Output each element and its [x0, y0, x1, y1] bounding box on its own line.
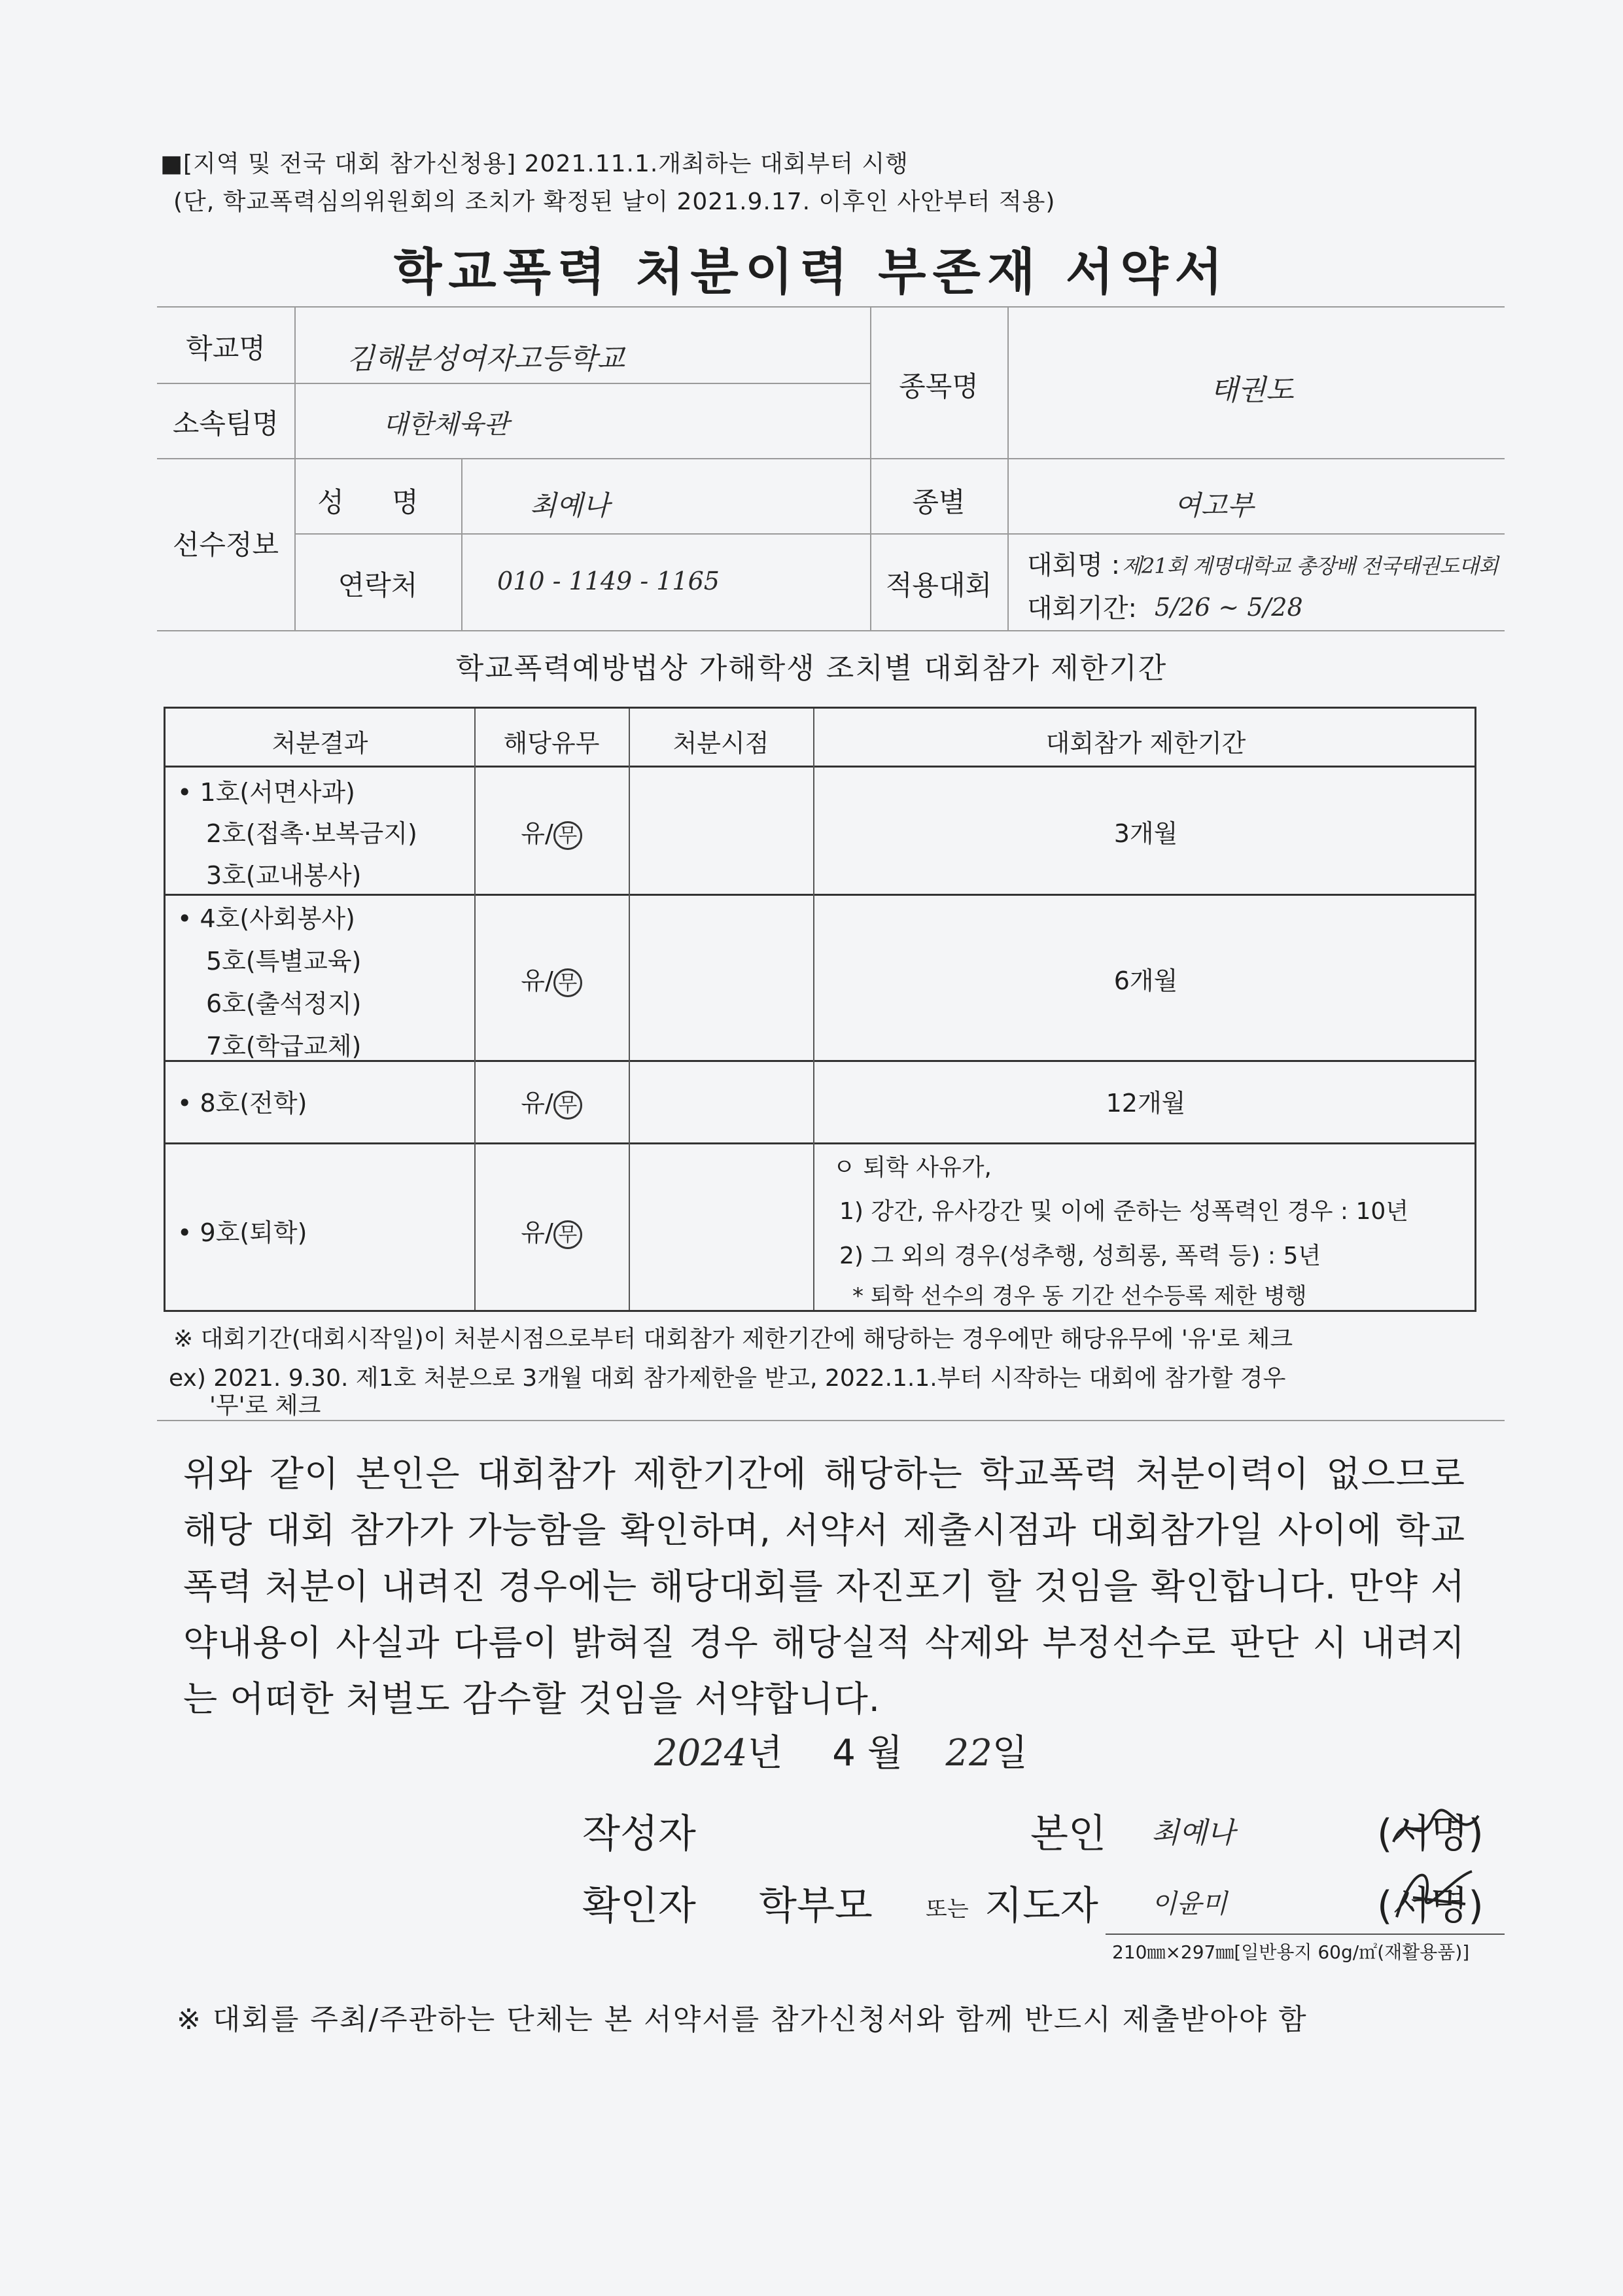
player-info-label: 선수정보 [172, 529, 279, 561]
name-label: 성 명 [317, 486, 438, 518]
row1-item-3: 3호(교내봉사) [206, 861, 362, 890]
sign-label-1: (서명) [1377, 1811, 1484, 1857]
team-label: 소속팀명 [172, 408, 279, 440]
team-value: 대한체육관 [383, 410, 510, 440]
signature-scribble-1 [1387, 1803, 1485, 1855]
sport-label: 종목명 [899, 370, 979, 402]
sign-label-2: (서명) [1377, 1883, 1484, 1929]
category-value: 여고부 [1174, 489, 1254, 521]
date-line: 2024년 4 월 22일 [654, 1732, 1028, 1775]
event-label: 적용대회 [885, 569, 992, 601]
self-name: 최예나 [1151, 1816, 1235, 1850]
row1-check: 유/ 무 [474, 813, 629, 850]
footnote-1: ※ 대회기간(대회시작일)이 처분시점으로부터 대회참가 제한기간에 해당하는 경우에만 해당유무에 '유'로 체크 [173, 1326, 1293, 1352]
school-label: 학교명 [186, 332, 266, 364]
header-applicable: 해당유무 [503, 729, 600, 758]
row2-item-2: 5호(특별교육) [206, 947, 362, 976]
row2-limit: 6개월 [1113, 966, 1178, 995]
row4-limit-2: 1) 강간, 유사강간 및 이에 준하는 성폭력인 경우 : 10년 [839, 1198, 1409, 1225]
row3-item-1: • 8호(전학) [177, 1089, 307, 1118]
row4-limit-3: 2) 그 외의 경우(성추행, 성희롱, 폭력 등) : 5년 [839, 1243, 1321, 1269]
page-title: 학교폭력 처분이력 부존재 서약서 [393, 243, 1230, 301]
row3-check: 유/ 무 [474, 1083, 629, 1120]
row4-limit-1: ㅇ 퇴학 사유가, [833, 1154, 992, 1181]
row4-limit-4: * 퇴학 선수의 경우 동 기간 선수등록 제한 병행 [852, 1283, 1307, 1309]
writer-label: 작성자 [582, 1811, 696, 1857]
notice-line-1: ■[지역 및 전국 대회 참가신청용] 2021.11.1.개최하는 대회부터 시행 [160, 150, 909, 177]
contact-value: 010 - 1149 - 1165 [497, 567, 720, 595]
circled-mark: 무 [553, 1091, 582, 1120]
notice-line-2: (단, 학교폭력심의위원회의 조치가 확정된 날이 2021.9.17. 이후인 사안부터 적용) [173, 188, 1056, 215]
footnote-3: '무'로 체크 [209, 1392, 321, 1419]
name-value: 최예나 [530, 489, 610, 521]
row2-item-4: 7호(학급교체) [206, 1032, 362, 1061]
circled-mark: 무 [553, 968, 582, 997]
category-label: 종별 [912, 486, 966, 518]
event-name-label: 대회명 : [1027, 550, 1121, 580]
sport-value: 태권도 [1210, 374, 1294, 407]
or-label: 또는 [926, 1896, 969, 1922]
coach-name: 이윤미 [1151, 1889, 1227, 1919]
row3-limit: 12개월 [1106, 1089, 1186, 1118]
event-period-value: 5/26 ~ 5/28 [1155, 593, 1303, 622]
pledge-text: 위와 같이 본인은 대회참가 제한기간에 해당하는 학교폭력 처분이력이 없으므로 해당 대회 참가가 가능함을 확인하며, 서약서 제출시점과 대회참가일 사이에 학교폭력 처분이 내려진 경우에는 해당대회를 자진포기 할 것임을 확인합니다. 만약 서약내용이 사실과 다름이 밝혀질 경우 해당실적 삭제와 부정선수로 판단 시 내려지는 어떠한 처벌도 감수할 것임을 서약합니다. [183, 1453, 1465, 1720]
row4-check: 유/ 무 [474, 1212, 629, 1249]
footnote-2: ex) 2021. 9.30. 제1호 처분으로 3개월 대회 참가제한을 받고, 2022.1.1.부터 시작하는 대회에 참가할 경우 [169, 1365, 1286, 1392]
row2-item-3: 6호(출석정지) [206, 989, 362, 1018]
circled-mark: 무 [553, 821, 582, 850]
coach-label: 지도자 [985, 1883, 1098, 1929]
circled-mark: 무 [553, 1220, 582, 1249]
row2-item-1: • 4호(사회봉사) [177, 904, 355, 933]
confirmer-label: 확인자 [582, 1883, 696, 1929]
contact-label: 연락처 [338, 569, 418, 601]
row4-item-1: • 9호(퇴학) [177, 1218, 307, 1247]
event-name-value: 제21회 계명대학교 총장배 전국태권도대회 [1122, 554, 1498, 578]
header-limit: 대회참가 제한기간 [1045, 729, 1246, 758]
school-value: 김해분성여자고등학교 [347, 342, 625, 376]
row1-item-2: 2호(접촉·보복금지) [206, 819, 417, 848]
self-label: 본인 [1030, 1811, 1106, 1857]
limit-table-subtitle: 학교폭력예방법상 가해학생 조치별 대회참가 제한기간 [455, 652, 1168, 685]
restriction-table [164, 707, 1476, 1312]
row1-limit: 3개월 [1113, 819, 1178, 848]
header-result: 처분결과 [271, 729, 368, 758]
final-note: ※ 대회를 주최/주관하는 단체는 본 서약서를 참가신청서와 함께 반드시 제출받아야 함 [177, 2003, 1308, 2036]
paper-info: 210㎜×297㎜[일반용지 60g/㎡(재활용품)] [1112, 1941, 1470, 1963]
row1-item-1: • 1호(서면사과) [177, 778, 355, 807]
event-period-label: 대회기간: [1027, 593, 1138, 624]
parent-label: 학부모 [759, 1883, 873, 1929]
signature-scribble-2 [1387, 1852, 1485, 1930]
header-date: 처분시점 [672, 729, 769, 758]
row2-check: 유/ 무 [474, 961, 629, 997]
